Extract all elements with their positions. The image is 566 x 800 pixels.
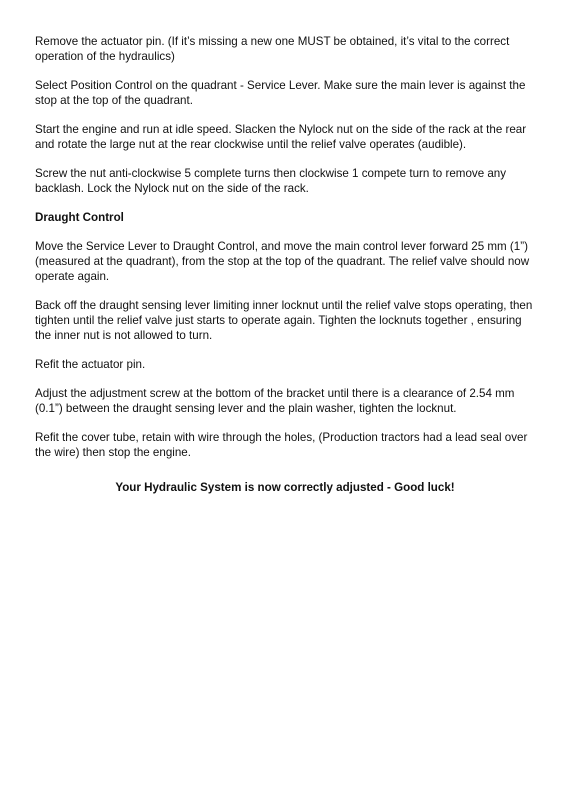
paragraph-select-position-control: Select Position Control on the quadrant - Service Lever. Make sure the main lever is against the stop at the top of the quadrant.: [35, 79, 526, 107]
section-heading-draught-control: Draught Control: [35, 211, 124, 224]
paragraph-remove-actuator-pin: Remove the actuator pin. (If it’s missing a new one MUST be obtained, it’s vital to the correct operation of the hydraulics): [35, 35, 510, 63]
paragraph-refit-cover-tube: Refit the cover tube, retain with wire through the holes, (Production tractors had a lead seal over the wire) then stop the engine.: [35, 431, 528, 459]
paragraph-start-engine: Start the engine and run at idle speed. Slacken the Nylock nut on the side of the rack at the rear and rotate the large nut at the rear clockwise until the relief valve operates (audible).: [35, 123, 527, 151]
closing-line: Your Hydraulic System is now correctly adjusted - Good luck!: [115, 481, 455, 494]
paragraph-move-service-lever: Move the Service Lever to Draught Control, and move the main control lever forward 25 mm (1”) (measured at the quadrant), from the stop at the top of the quadrant. The relief valve should now operate again.: [35, 240, 530, 283]
paragraph-screw-nut: Screw the nut anti-clockwise 5 complete turns then clockwise 1 compete turn to remove any backlash. Lock the Nylock nut on the side of the rack.: [35, 167, 507, 195]
paragraph-adjust-screw: Adjust the adjustment screw at the bottom of the bracket until there is a clearance of 2.54 mm (0.1”) between the draught sensing lever and the plain washer, tighten the locknut.: [35, 387, 515, 415]
paragraph-refit-actuator-pin: Refit the actuator pin.: [35, 358, 146, 371]
document-page: [35, 34, 535, 495]
paragraph-back-off-locknut: Back off the draught sensing lever limiting inner locknut until the relief valve stops operating, then tighten until the relief valve just starts to operate again. Tighten the locknuts together , ensuring the inner nut is not allowed to turn.: [35, 299, 533, 342]
